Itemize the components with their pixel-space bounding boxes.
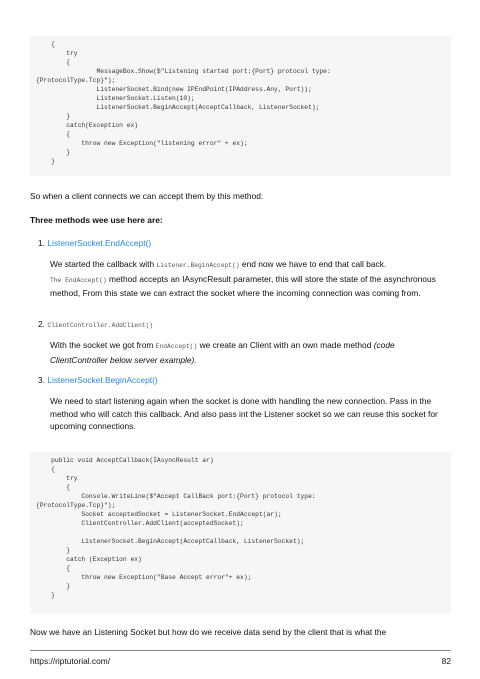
list-number: 3. (38, 375, 45, 385)
list-item-2-body (50, 339, 450, 366)
method-code-addclient: ClientController.AddClient() (47, 322, 154, 329)
body-text: we create an Client with an own made method (197, 340, 374, 350)
method-link-endaccept[interactable]: ListenerSocket.EndAccept() (47, 238, 152, 248)
list-item-3 (38, 374, 158, 386)
paragraph-now: Now we have an Listening Socket but how do we receive data send by the client that is what the (30, 627, 387, 637)
footer-url[interactable]: https://riptutorial.com/ (30, 656, 111, 666)
inline-code: The EndAccept() (50, 276, 107, 284)
paragraph-accept-intro: So when a client connects we can accept them by this method: (30, 191, 264, 201)
list-item-1-body (50, 258, 450, 300)
code-block-acceptcallback (30, 452, 451, 614)
italic-note: (code ClientController below server example) (50, 340, 395, 365)
list-item-2 (38, 318, 153, 332)
body-text: With the socket we got from (50, 340, 156, 350)
list-item-1 (38, 237, 151, 249)
page-number: 82 (441, 656, 451, 666)
inline-code: Listener.BeginAccept() (156, 262, 240, 269)
footer-divider (30, 650, 451, 651)
list-number: 2. (38, 319, 45, 329)
method-link-beginaccept[interactable]: ListenerSocket.BeginAccept() (47, 375, 158, 385)
body-text: end now we have to end that call back. (239, 259, 387, 269)
body-text: method accepts an IAsyncResult parameter, this will store the state of the asynchronous method, From this state we can extract the socket where the incoming connection was coming from. (50, 273, 436, 299)
body-text: . (194, 354, 197, 365)
body-text: We started the callback with (50, 259, 157, 269)
code-text: public void AcceptCallback(IAsyncResult ar) { try { Console.WriteLine($"Accept CallBack port:{Port} protocol type: {ProtocolType.Tcp}"); Socket acceptedSocket = ListenerSocket.EndAccept(ar); ClientController.AddClient(acceptedSocket); ListenerSocket.BeginAccept(AcceptCallback, ListenerSocket); } catch (Exception ex) { throw new Exception("Base Accept error"+ ex); } } (36, 456, 445, 600)
code-block-listen (30, 36, 451, 176)
heading-three-methods: Three methods wee use here are: (30, 215, 163, 225)
inline-code: EndAccept() (155, 343, 198, 350)
code-text: { try { MessageBox.Show($"Listening started port:{Port} protocol type: {ProtocolType.Tcp}"); ListenerSocket.Bind(new IPEndPoint(IPAddress.Any, Port)); ListenerSocket.Listen(10); ListenerSocket.BeginAccept(AcceptCallback, ListenerSocket); } catch(Exception ex) { throw new Exception("listening error" + ex); } } (36, 40, 445, 166)
list-number: 1. (38, 238, 45, 248)
list-item-3-body: We need to start listening again when the socket is done with handling the new connection. Pass in the method who will catch this callback. And also pass int the Listener socket so we can reuse this socket for upcoming connections. (50, 396, 438, 432)
